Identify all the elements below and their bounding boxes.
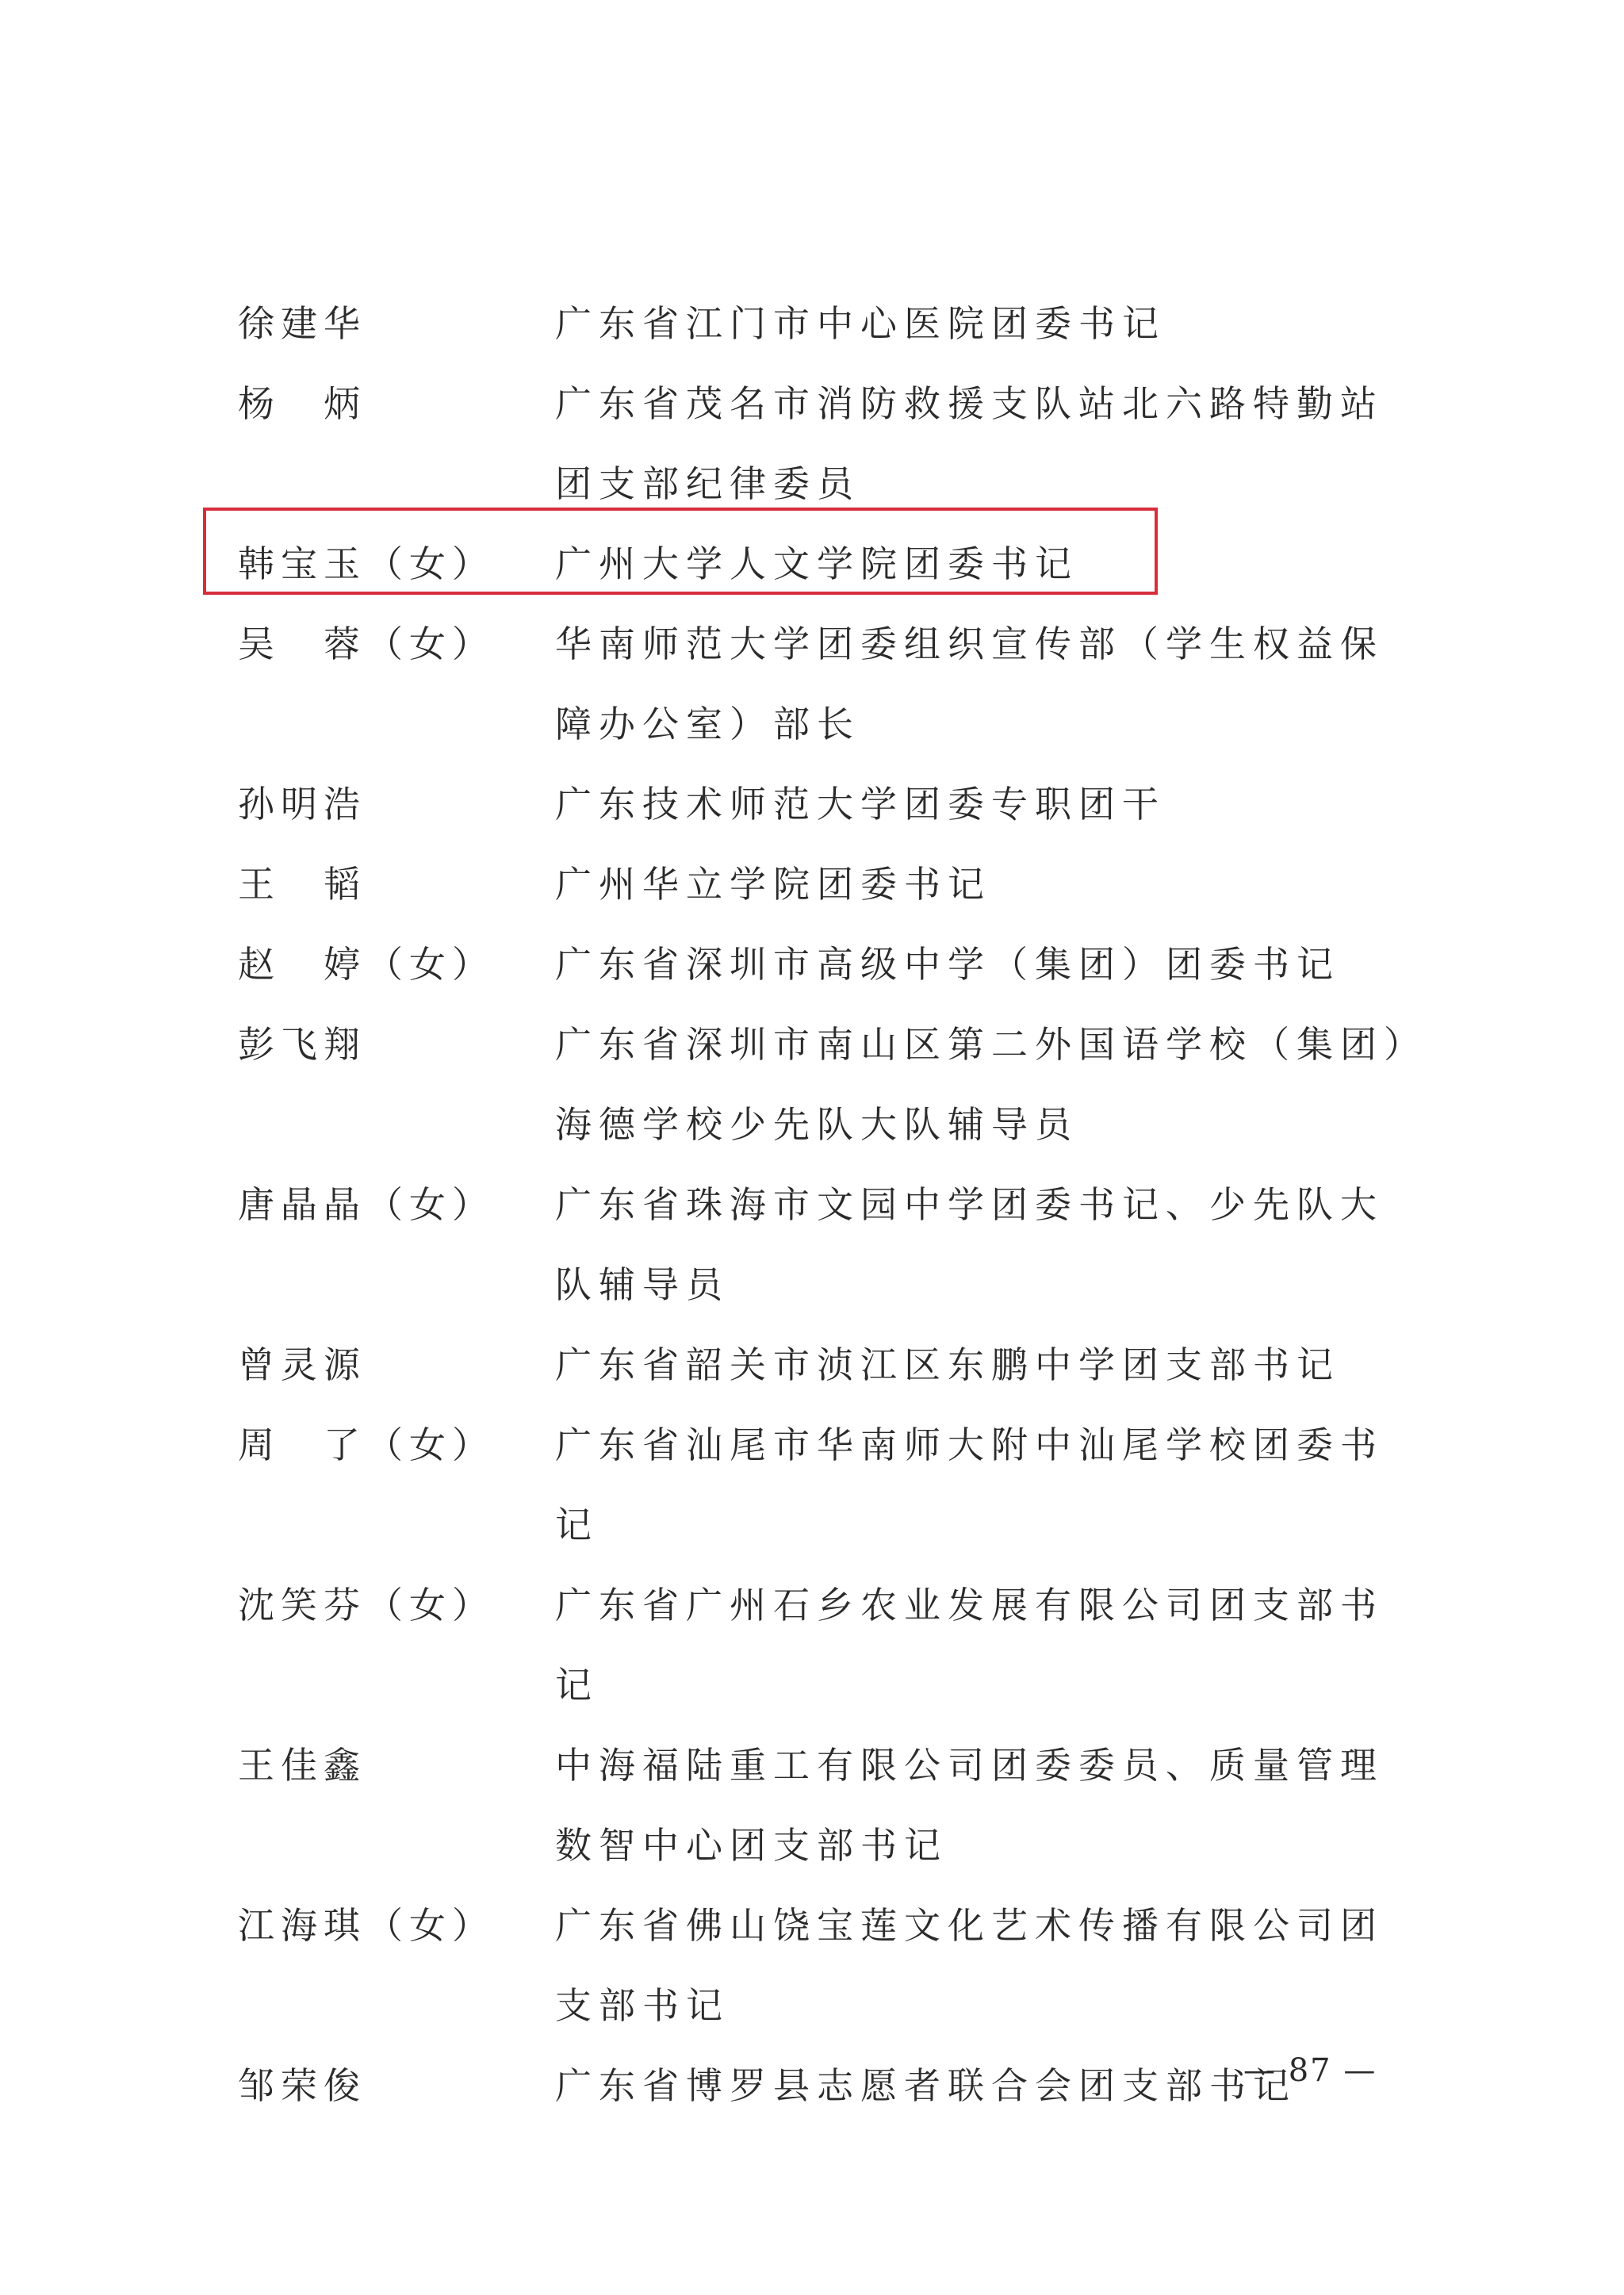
honoree-role: 中海福陆重工有限公司团委委员、质量管理数智中心团支部书记	[555, 1744, 1384, 1867]
list-item	[238, 1325, 1427, 1405]
honoree-role: 广东省广州石乡农业发展有限公司团支部书记	[555, 1584, 1384, 1707]
honoree-name: 唐晶晶（女）	[238, 1183, 495, 1226]
honoree-name: 杨 炳	[238, 382, 366, 425]
list-item	[238, 604, 1427, 764]
list-item	[238, 925, 1427, 1005]
honoree-role: 广东省珠海市文园中学团委书记、少先队大队辅导员	[555, 1183, 1384, 1306]
honoree-role: 广东省佛山饶宝莲文化艺术传播有限公司团支部书记	[555, 1904, 1384, 2027]
honoree-role: 广州华立学院团委书记	[555, 863, 991, 906]
page-number: — 87 —	[1243, 2052, 1377, 2089]
honoree-name: 彭飞翔	[238, 1023, 366, 1066]
list-item	[238, 1565, 1427, 1726]
honoree-role: 广东省茂名市消防救援支队站北六路特勤站团支部纪律委员	[555, 382, 1384, 505]
list-item	[238, 284, 1427, 364]
list-item	[238, 1165, 1427, 1325]
honoree-name: 沈笑芬（女）	[238, 1584, 495, 1626]
highlight-box	[203, 508, 1158, 595]
honoree-name: 徐建华	[238, 302, 366, 345]
honoree-name: 江海琪（女）	[238, 1904, 495, 1947]
honoree-role: 广东技术师范大学团委专职团干	[555, 783, 1166, 826]
list-item	[238, 764, 1427, 845]
list-item	[238, 1886, 1427, 2046]
honoree-name: 周 了（女）	[238, 1423, 495, 1466]
honoree-name: 孙明浩	[238, 783, 366, 826]
list-item	[238, 845, 1427, 925]
honoree-name: 吴 蓉（女）	[238, 623, 495, 665]
honoree-role: 广东省韶关市浈江区东鹏中学团支部书记	[555, 1343, 1340, 1386]
list-item	[238, 364, 1427, 524]
honoree-role: 广东省深圳市南山区第二外国语学校（集团）海德学校少先队大队辅导员	[555, 1023, 1409, 1146]
honoree-name: 王佳鑫	[238, 1744, 366, 1787]
list-item	[238, 1405, 1427, 1565]
honoree-role: 广东省深圳市高级中学（集团）团委书记	[555, 943, 1340, 986]
honoree-role: 广东省汕尾市华南师大附中汕尾学校团委书记	[555, 1423, 1384, 1546]
honoree-role: 广东省江门市中心医院团委书记	[555, 302, 1166, 345]
honoree-role: 广东省博罗县志愿者联合会团支部书记	[555, 2064, 1297, 2107]
honoree-role: 广州大学人文学院团委书记	[555, 542, 1078, 585]
honoree-name: 曾灵源	[238, 1343, 366, 1386]
honoree-name: 邹荣俊	[238, 2064, 366, 2107]
list-item	[238, 1005, 1427, 1165]
honoree-name: 赵 婷（女）	[238, 943, 495, 986]
honoree-name: 王 韬	[238, 863, 366, 906]
honoree-name: 韩宝玉（女）	[238, 542, 495, 585]
list-item	[238, 1726, 1427, 1886]
honoree-role: 华南师范大学团委组织宣传部（学生权益保障办公室）部长	[555, 623, 1384, 745]
